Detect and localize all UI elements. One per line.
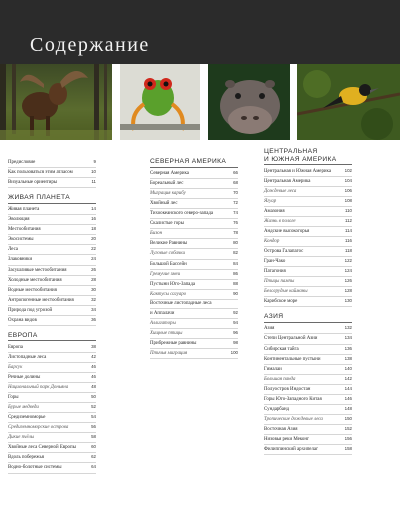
toc-entry-label: Местообитания [8,227,41,233]
toc-entry-label: Хвойный лес [150,201,178,207]
toc-entry-label: Ягуар [264,198,277,204]
toc-entry-label: Национальный парк Доньяна [8,385,69,391]
hippo-icon [208,64,290,140]
toc-entry-label: Восточная Азия [264,426,298,432]
toc-entry[interactable] [150,300,238,309]
toc-entry-label: Андские высокогорья [264,228,310,234]
toc-entry-page: 84 [233,260,238,266]
toc-entry[interactable] [264,334,352,344]
toc-entry[interactable] [264,197,352,207]
toc-entry-label: Аллигаторы [150,320,176,326]
toc-entry[interactable] [8,343,96,353]
bird-photo [297,64,400,140]
toc-entry-page: 126 [344,278,352,284]
toc-entry-label: Злаковники [8,257,33,263]
toc-entry-label: Средиземноморские острова [8,425,69,431]
toc-entry[interactable] [150,169,238,179]
toc-entry[interactable] [150,260,238,270]
intro-list [8,158,96,188]
toc-entry-label: Миграция карибу [150,191,186,197]
toc-entry-page: 11 [91,179,96,185]
toc-entry-page: 42 [91,353,96,359]
toc-entry-page: 70 [233,190,238,196]
toc-entry-page: 104 [344,177,352,183]
toc-entry[interactable] [264,375,352,385]
toc-entry-page: 102 [344,167,352,173]
toc-entry-label: Барсук [8,364,23,370]
toc-entry[interactable] [8,178,96,188]
europe-list [8,343,96,474]
toc-entry-page: 20 [91,236,96,242]
toc-entry[interactable] [8,266,96,276]
hippo-photo [208,64,290,140]
toc-entry-page: 140 [344,365,352,371]
toc-entry[interactable] [264,247,352,257]
toc-entry-page: 138 [344,355,352,361]
toc-entry-label: Сундарбанд [264,406,290,412]
toc-entry-page: 58 [91,434,96,440]
toc-entry[interactable] [8,413,96,423]
toc-entry[interactable] [8,158,96,168]
toc-entry-page: 26 [91,266,96,272]
toc-entry-page: 18 [91,226,96,232]
toc-entry[interactable] [150,339,238,349]
toc-entry[interactable] [150,199,238,209]
toc-entry[interactable] [8,215,96,225]
toc-entry-label: Бурые медведи [8,405,39,411]
toc-entry-label: Хвойные леса Северной Европы [8,445,76,451]
toc-entry-page: 92 [233,309,238,315]
toc-entry[interactable] [264,217,352,227]
toc-entry[interactable] [8,363,96,373]
toc-entry-page: 66 [233,170,238,176]
toc-entry-label: Патагония [264,269,286,275]
toc-entry-label: Живая планета [8,207,40,213]
frog-icon [120,64,200,140]
toc-entry-page: 128 [344,288,352,294]
toc-entry[interactable] [150,309,238,319]
toc-entry-page: 9 [93,159,96,164]
toc-entry[interactable] [264,237,352,247]
toc-entry-page: 72 [233,200,238,206]
toc-entry-page: 116 [345,238,352,244]
toc-entry-page: 46 [91,374,96,380]
section-title-north-america: СЕВЕРНАЯ АМЕРИКА [150,158,238,168]
toc-entry-label: Природа под угрозой [8,307,53,313]
toc-entry[interactable] [8,373,96,383]
toc-entry-label: Большой Бассейн [150,261,187,267]
toc-entry-page: 152 [344,425,352,431]
toc-column-1 [8,158,96,474]
toc-entry-page: 52 [91,404,96,410]
toc-entry-label: Тихоокеанского северо-запада [150,211,214,217]
toc-entry[interactable] [150,319,238,329]
toc-column-2 [150,158,238,359]
toc-entry[interactable] [8,403,96,413]
tree-frog-photo [120,64,200,140]
toc-entry[interactable] [8,205,96,215]
toc-entry-page: 36 [91,316,96,322]
toc-entry-page: 146 [344,395,352,401]
moose-icon [0,64,112,140]
toc-entry-page: 132 [344,325,352,331]
toc-entry-label: Континентальные пустыни [264,356,321,362]
toc-entry[interactable] [264,187,352,197]
section-title-central-south-america: ЦЕНТРАЛЬНАЯ И ЮЖНАЯ АМЕРИКА [264,148,352,165]
toc-entry-page: 134 [344,335,352,341]
toc-entry-label: Бизон [150,231,163,237]
toc-entry-page: 80 [233,240,238,246]
toc-entry-label: Визуальные ориентиры [8,180,58,186]
toc-entry-page: 158 [344,446,352,451]
toc-entry-page: 60 [91,444,96,450]
toc-entry-label: Филиппинский архипелаг [264,447,319,452]
toc-entry[interactable] [264,435,352,445]
toc-entry-label: Листопадные леса [8,354,47,360]
toc-entry-label: Азия [264,326,275,332]
toc-entry-label: Великие Равнины [150,241,188,247]
toc-entry-page: 144 [344,385,352,391]
toc-entry-label: Белогрудые кайманы [264,289,308,295]
toc-entry[interactable] [264,345,352,355]
toc-entry-label: Гремучие змеи [150,271,181,277]
toc-entry[interactable] [264,355,352,365]
toc-entry[interactable] [264,385,352,395]
toc-entry[interactable] [264,267,352,277]
toc-entry-page: 48 [91,384,96,390]
toc-entry-label: Леса [8,247,18,253]
toc-entry[interactable] [8,463,96,473]
toc-entry[interactable] [150,290,238,300]
toc-entry-page: 46 [91,363,96,369]
toc-entry-label: Птичья миграция [150,350,188,356]
central-south-america-list [264,167,352,308]
toc-entry-label: Тропические дождевые леса [264,416,323,422]
toc-entry-label: Кондор [264,239,280,245]
toc-entry[interactable] [150,329,238,339]
toc-entry-label: и Аппалачи [150,310,175,316]
living-planet-list [8,205,96,326]
toc-entry-page: 142 [344,375,352,381]
toc-entry[interactable] [8,255,96,265]
toc-entry-page: 38 [91,343,96,349]
toc-entry-label: Птицы пампы [264,279,295,285]
toc-entry[interactable] [8,316,96,326]
toc-column-3 [264,148,352,455]
toc-entry[interactable] [8,235,96,245]
toc-entry-page: 22 [91,246,96,252]
toc-entry-page: 96 [233,329,238,335]
toc-entry[interactable] [264,177,352,187]
toc-entry-page: 106 [344,187,352,193]
toc-entry-page: 100 [230,349,238,355]
toc-entry-page: 108 [344,197,352,203]
toc-entry-page: 62 [91,454,96,460]
toc-entry[interactable] [264,324,352,334]
photo-strip [0,64,400,140]
toc-entry[interactable] [150,280,238,290]
toc-entry-label: Прибрежные равнины [150,340,197,346]
toc-entry[interactable] [8,276,96,286]
toc-entry-label: Холодные местообитания [8,277,62,283]
page-title: Содержание [30,34,150,56]
toc-entry[interactable] [8,296,96,306]
toc-entry-label: Дикие пчёлы [8,435,35,441]
toc-entry-label: Засушливые местообитания [8,267,67,273]
toc-entry-label: Скалистые горы [150,221,184,227]
toc-entry-label: Пустыни Юго-Запада [150,281,196,287]
toc-entry-page: 10 [91,169,96,175]
toc-entry[interactable] [8,168,96,178]
toc-entry-page: 50 [91,394,96,400]
toc-entry[interactable] [264,395,352,405]
toc-entry-label: Амазония [264,208,285,214]
toc-entry-label: Гран-Чако [264,259,286,265]
toc-entry-page: 150 [344,415,352,421]
toc-entry-label: Полуостров Индостан [264,386,311,392]
toc-entry[interactable] [150,249,238,259]
toc-entry-label: Центральная и Южная Америка [264,168,332,174]
toc-entry[interactable] [8,306,96,316]
toc-entry[interactable] [264,257,352,267]
toc-entry-label: Хищные птицы [150,330,183,336]
toc-entry-page: 74 [233,210,238,216]
toc-entry-label: Экосистемы [8,237,34,243]
toc-entry-label: Дождевые леса [264,188,297,194]
toc-entry-page: 14 [91,206,96,212]
toc-entry-label: Вдоль побережья [8,455,45,461]
toc-entry-page: 64 [91,464,96,470]
toc-entry[interactable] [150,189,238,199]
toc-entry-page: 118 [345,248,352,254]
toc-entry-label: Низовья реки Меконг [264,436,309,442]
toc-entry[interactable] [8,393,96,403]
toc-entry-label: Бореальный лес [150,181,184,187]
toc-entry-label: Жизнь в пологе [264,218,296,224]
toc-entry[interactable] [8,443,96,453]
toc-entry[interactable] [264,405,352,415]
toc-entry-label: Гималаи [264,366,282,372]
toc-entry-page: 34 [91,306,96,312]
toc-entry-label: Горы [8,395,19,401]
toc-entry-label: Средиземноморье [8,415,46,421]
moose-photo [0,64,112,140]
header-banner [0,0,400,64]
section-title-asia: АЗИЯ [264,313,352,323]
toc-entry-page: 28 [91,276,96,282]
toc-entry[interactable] [8,423,96,433]
asia-list [264,324,352,455]
toc-entry-label: Предисловие [8,160,36,165]
toc-entry-label: Антропогенные местообитания [8,297,74,303]
toc-entry[interactable] [8,453,96,463]
toc-entry-page: 32 [91,296,96,302]
toc-entry-label: Карибское море [264,299,298,305]
toc-entry-page: 88 [233,280,238,286]
toc-entry[interactable] [264,445,352,455]
toc-entry-label: Водно-болотные системы [8,465,62,471]
toc-entry-label: Охрана видов [8,317,37,323]
toc-entry[interactable] [150,349,238,359]
toc-entry-page: 98 [233,339,238,345]
toc-entry-page: 54 [91,414,96,420]
toc-entry-label: Острова Галапагос [264,249,304,255]
toc-entry-label: Речные долины [8,375,41,381]
toc-entry-page: 156 [344,435,352,441]
toc-entry-label: Европа [8,344,23,350]
toc-entry-page: 122 [344,258,352,264]
toc-entry-page: 110 [345,207,352,213]
toc-entry[interactable] [150,270,238,280]
toc-entry-page: 124 [344,268,352,274]
toc-entry-page: 76 [233,220,238,226]
toc-entry[interactable] [8,383,96,393]
toc-entry-page: 114 [345,227,352,233]
toc-entry[interactable] [150,209,238,219]
section-title-living-planet: ЖИВАЯ ПЛАНЕТА [8,194,96,204]
toc-entry[interactable] [264,425,352,435]
toc-entry-page: 112 [345,217,352,223]
toc-entry-page: 82 [233,250,238,256]
toc-entry[interactable] [150,229,238,239]
toc-entry[interactable] [264,227,352,237]
toc-entry[interactable] [264,207,352,217]
toc-entry[interactable] [8,245,96,255]
toc-entry-page: 68 [233,180,238,186]
toc-entry-page: 24 [91,256,96,262]
toc-entry[interactable] [150,179,238,189]
toc-entry-page: 90 [233,290,238,296]
toc-entry-label: Луговые собачки [150,251,186,257]
toc-entry-label: Северная Америка [150,171,189,177]
toc-entry-page: 148 [344,405,352,411]
toc-entry-page: 30 [91,286,96,292]
toc-entry-page: 130 [344,298,352,304]
toc-entry-page: 94 [233,319,238,325]
toc-entry[interactable] [8,225,96,235]
toc-entry[interactable] [264,365,352,375]
toc-entry[interactable] [264,287,352,297]
toc-entry-label: Степи Центральной Азии [264,336,318,342]
toc-entry[interactable] [8,286,96,296]
north-america-list [150,169,238,359]
section-title-europe: ЕВРОПА [8,332,96,342]
toc-entry-label: Восточные листопадные леса [150,300,212,306]
toc-entry-label: Кактусы сагуаро [150,291,187,297]
toc-entry-label: Центральная Америка [264,178,311,184]
bird-icon [297,64,400,140]
toc-entry-page: 78 [233,230,238,236]
toc-entry[interactable] [150,239,238,249]
toc-entry[interactable] [150,219,238,229]
toc-entry[interactable] [8,353,96,363]
toc-entry-label: Сибирская тайга [264,346,299,352]
toc-entry[interactable] [264,277,352,287]
toc-entry[interactable] [264,167,352,177]
toc-entry-page: 136 [344,345,352,351]
toc-entry[interactable] [8,433,96,443]
toc-entry-page: 86 [233,270,238,276]
toc-entry-label: Эволюция [8,217,30,223]
toc-entry-page: 56 [91,424,96,430]
toc-entry-page: 16 [91,216,96,222]
toc-entry-label: Водные местообитания [8,287,57,293]
toc-entry-label: Горы Юго-Западного Китая [264,396,322,402]
toc-entry[interactable] [264,415,352,425]
toc-entry-label: Как пользоваться этим атласом [8,170,73,176]
toc-entry[interactable] [264,297,352,307]
toc-entry-label: Большая панда [264,376,296,382]
